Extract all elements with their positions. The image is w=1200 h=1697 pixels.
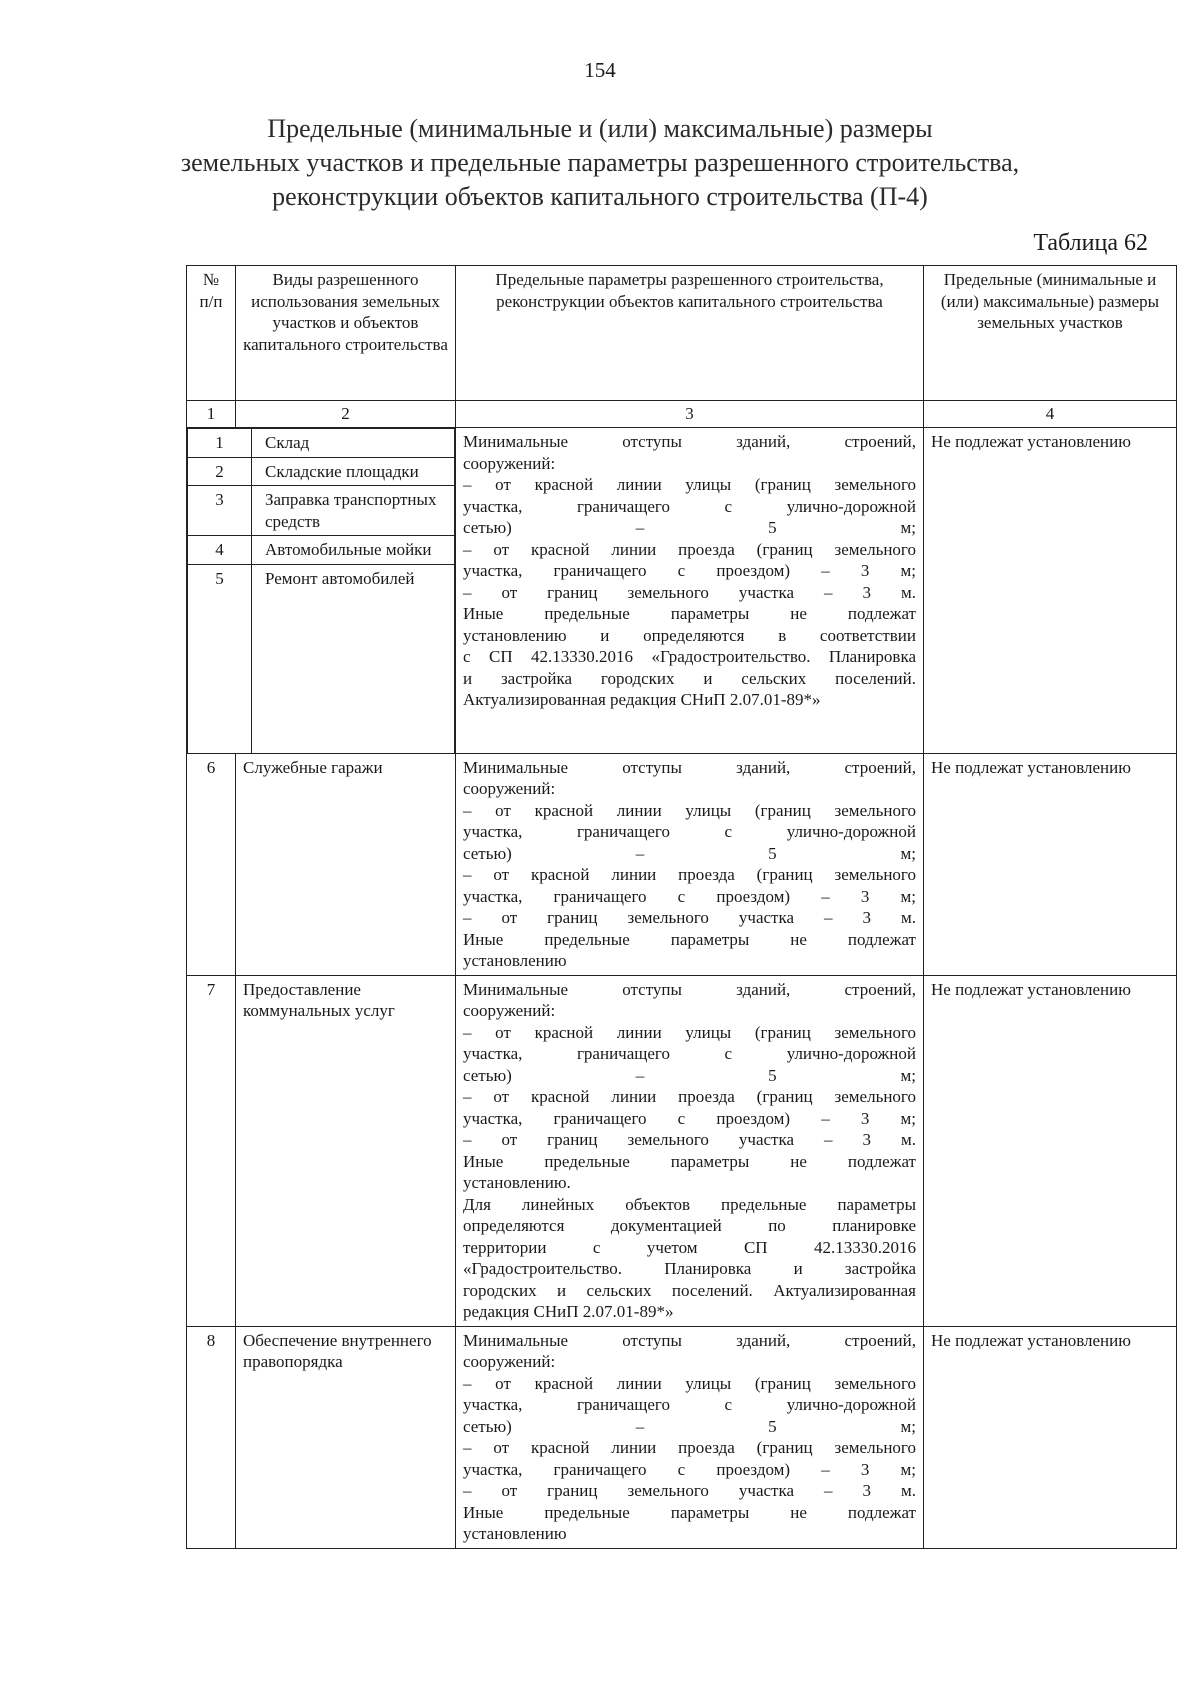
parameter-line: участка, граничащего с улично-дорожной	[463, 496, 916, 516]
parameter-line: Минимальные отступы зданий, строений,	[463, 757, 916, 777]
parameter-line: Минимальные отступы зданий, строений,	[463, 1330, 916, 1350]
parameter-line: – от красной линии улицы (границ земельного	[463, 800, 916, 820]
parameter-line: установлению	[463, 951, 567, 970]
parameter-line: участка, граничащего с проездом) – 3 м;	[463, 1108, 916, 1128]
group-1-list	[187, 428, 455, 753]
row-number: 6	[187, 753, 236, 975]
parameter-line: – от красной линии улицы (границ земельного	[463, 1373, 916, 1393]
parameter-line: сетью) – 5 м;	[463, 1065, 916, 1085]
parameter-line: Минимальные отступы зданий, строений,	[463, 979, 916, 999]
row-number: 7	[187, 975, 236, 1326]
column-number: 3	[456, 401, 924, 428]
parameters-text	[456, 428, 924, 754]
parameter-line: установлению	[463, 1524, 567, 1543]
parameter-line: сетью) – 5 м;	[463, 518, 916, 537]
parameter-line: – от красной линии проезда (границ земельного	[463, 1438, 916, 1457]
plot-size-text: Не подлежат установлению	[924, 975, 1177, 1326]
parameter-line: – от красной линии улицы (границ земельного	[463, 1022, 916, 1042]
title-line: реконструкции объектов капитального строительства (П-4)	[272, 182, 928, 211]
parameter-line: участка, граничащего с улично-дорожной	[463, 822, 916, 841]
parameter-line: участка, граничащего с улично-дорожной	[463, 1044, 916, 1063]
plot-size-text: Не подлежат установлению	[924, 753, 1177, 975]
parameter-line: участка, граничащего с проездом) – 3 м;	[463, 561, 916, 580]
parameter-line: – от границ земельного участка – 3 м.	[463, 1130, 916, 1149]
parameter-line: Для линейных объектов предельные параметры	[463, 1194, 916, 1214]
row-number: 3	[188, 486, 252, 536]
use-type-name: Ремонт автомобилей	[252, 564, 455, 753]
document-title	[150, 112, 1050, 214]
parameters-text	[456, 753, 924, 975]
parameter-line: определяются документацией по планировке	[463, 1216, 916, 1235]
parameter-line: Иные предельные параметры не подлежат	[463, 604, 916, 623]
parameter-line: участка, граничащего с проездом) – 3 м;	[463, 1459, 916, 1479]
parameter-line: установлению и определяются в соответствии	[463, 625, 916, 645]
parameter-line: «Градостроительство. Планировка и застройка	[463, 1259, 916, 1278]
header-use-type: Виды разрешенного использования земельных участков и объектов капитального строительства	[236, 266, 456, 401]
table-row	[188, 457, 455, 486]
row-number: 5	[188, 564, 252, 753]
table-row	[188, 486, 455, 536]
use-type-name: Склад	[252, 429, 455, 458]
parameter-line: с СП 42.13330.2016 «Градостроительство. Планировка	[463, 647, 916, 666]
table-label: Таблица 62	[1033, 230, 1148, 256]
parameter-line: территории с учетом СП 42.13330.2016	[463, 1237, 916, 1257]
plot-size-text: Не подлежат установлению	[924, 428, 1177, 754]
table-row	[187, 975, 1177, 1326]
use-type-name: Служебные гаражи	[236, 753, 456, 975]
parameter-line: городских и сельских поселений. Актуализированная	[463, 1280, 916, 1300]
parameter-line: – от красной линии проезда (границ земельного	[463, 865, 916, 884]
parameter-line: Актуализированная редакция СНиП 2.07.01-89*»	[463, 690, 821, 709]
parameter-line: – от красной линии улицы (границ земельного	[463, 475, 916, 494]
table-row	[187, 1326, 1177, 1548]
parameter-line: Иные предельные параметры не подлежат	[463, 1151, 916, 1171]
page-number: 154	[584, 58, 616, 82]
column-number-row	[187, 401, 1177, 428]
use-type-name: Заправка транспортных средств	[252, 486, 455, 536]
parameter-line: Иные предельные параметры не подлежат	[463, 1502, 916, 1522]
parameter-line: – от границ земельного участка – 3 м.	[463, 908, 916, 927]
parameter-line: сетью) – 5 м;	[463, 1416, 916, 1436]
column-number: 4	[924, 401, 1177, 428]
row-number: 4	[188, 536, 252, 565]
header-parameters: Предельные параметры разрешенного строительства, реконструкции объектов капитального строительства	[456, 266, 924, 401]
parameter-line: сетью) – 5 м;	[463, 843, 916, 863]
parameters-text	[456, 975, 924, 1326]
column-number: 2	[236, 401, 456, 428]
parameter-line: участка, граничащего с улично-дорожной	[463, 1395, 916, 1414]
parameter-line: редакция СНиП 2.07.01-89*»	[463, 1302, 674, 1321]
header-plot-size: Предельные (минимальные и (или) максимальные) размеры земельных участков	[924, 266, 1177, 401]
use-type-name: Автомобильные мойки	[252, 536, 455, 565]
use-type-name: Предоставление коммунальных услуг	[236, 975, 456, 1326]
table-row	[188, 564, 455, 753]
parameter-line: сооружений:	[463, 1352, 556, 1371]
column-number: 1	[187, 401, 236, 428]
parameter-line: Минимальные отступы зданий, строений,	[463, 432, 916, 451]
parameter-line: и застройка городских и сельских поселений.	[463, 668, 916, 688]
header-row	[187, 266, 1177, 401]
parameter-line: сооружений:	[463, 779, 556, 798]
parameter-line: участка, граничащего с проездом) – 3 м;	[463, 886, 916, 906]
parameter-line: сооружений:	[463, 1001, 556, 1020]
use-type-name: Складские площадки	[252, 457, 455, 486]
parameter-line: сооружений:	[463, 453, 556, 473]
parameters-table	[186, 265, 1177, 1549]
plot-size-text: Не подлежат установлению	[924, 1326, 1177, 1548]
parameters-text	[456, 1326, 924, 1548]
header-number: № п/п	[187, 266, 236, 401]
table-row-group-1	[187, 428, 1177, 754]
parameter-line: – от границ земельного участка – 3 м.	[463, 582, 916, 602]
table-row	[188, 536, 455, 565]
row-number: 8	[187, 1326, 236, 1548]
parameter-line: установлению.	[463, 1173, 571, 1192]
title-line: земельных участков и предельные параметры разрешенного строительства,	[180, 148, 1020, 177]
row-number: 1	[188, 429, 252, 458]
parameter-line: – от границ земельного участка – 3 м.	[463, 1481, 916, 1500]
use-type-name: Обеспечение внутреннего правопорядка	[236, 1326, 456, 1548]
parameter-line: – от красной линии проезда (границ земельного	[463, 1087, 916, 1106]
title-line: Предельные (минимальные и (или) максимальные) размеры	[267, 114, 933, 143]
table-row	[187, 753, 1177, 975]
row-number: 2	[188, 457, 252, 486]
parameter-line: – от красной линии проезда (границ земельного	[463, 539, 916, 559]
table-row	[188, 429, 455, 458]
group-1-names	[187, 428, 456, 754]
parameter-line: Иные предельные параметры не подлежат	[463, 929, 916, 949]
